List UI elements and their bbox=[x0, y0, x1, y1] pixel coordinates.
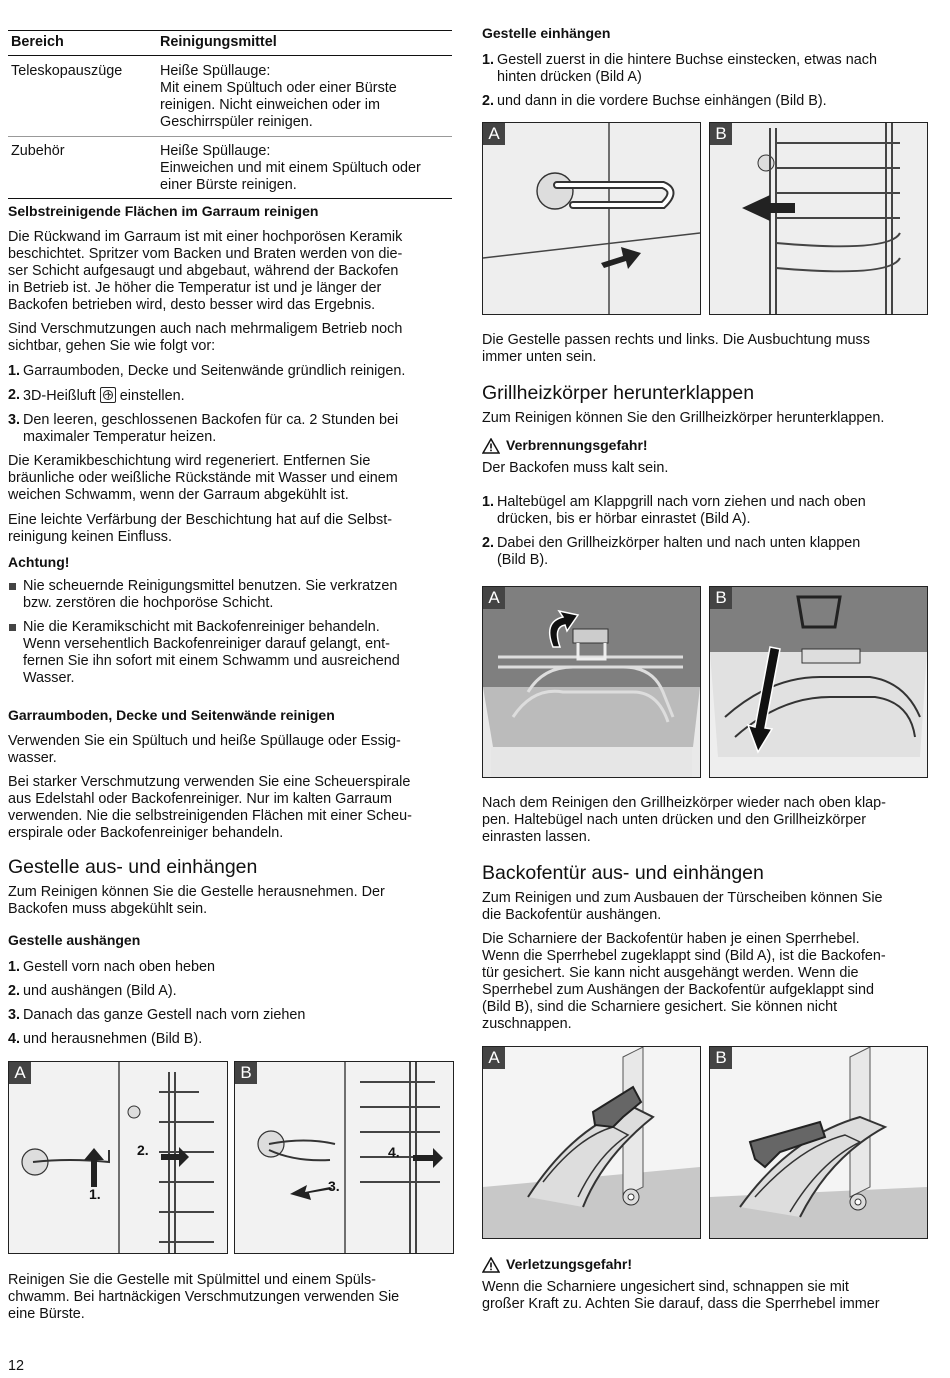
figure-label: A bbox=[483, 123, 505, 145]
list-item: 1. Gestell vorn nach oben heben bbox=[8, 959, 216, 975]
warning-icon bbox=[482, 1257, 500, 1273]
figure-hang-a bbox=[482, 122, 701, 315]
figure-grill-a bbox=[482, 586, 701, 778]
list-item: Nie die Keramikschicht mit Backofenreiniger behandeln. Wenn versehentlich Backofenreiniger darauf gelangt, ent- fernen Sie ihn sofort mit einem Schwamm und ausreichend Wasser. bbox=[8, 619, 452, 687]
selfclean-paragraph: Sind Verschmutzungen auch nach mehrmaligem Betrieb noch sichtbar, gehen Sie wie folgt vor: bbox=[8, 321, 403, 354]
figure-grill-b bbox=[709, 586, 928, 778]
table-cell-area: Teleskopauszüge bbox=[8, 56, 157, 137]
figure-label: B bbox=[710, 123, 732, 145]
grill-heading: Grillheizkörper herunterklappen bbox=[482, 382, 755, 404]
caution-list bbox=[8, 578, 452, 687]
table-row bbox=[8, 137, 452, 199]
list-item: 2. Dabei den Grillheizkörper halten und nach unten klappen (Bild B). bbox=[482, 535, 861, 568]
warning-icon bbox=[482, 438, 500, 454]
step-label-1: 1. bbox=[89, 1186, 101, 1202]
racks-clean-text: Reinigen Sie die Gestelle mit Spülmittel und einem Spüls- chwamm. Bei hartnäckigen Verschmutzungen verwenden Sie eine Bürste. bbox=[8, 1272, 400, 1322]
door-paragraph: Zum Reinigen und zum Ausbauen der Türscheiben können Sie die Backofentür aushängen. bbox=[482, 890, 883, 923]
table-row bbox=[8, 56, 452, 137]
cleaning-table bbox=[8, 30, 452, 199]
burn-warning bbox=[482, 437, 927, 454]
selfclean-paragraph: Eine leichte Verfärbung der Beschichtung hat auf die Selbst- reinigung keinen Einfluss. bbox=[8, 512, 392, 545]
selfclean-paragraph: Die Rückwand im Garraum ist mit einer hochporösen Keramik beschichtet. Spritzer vom Backen und Braten werden von die- ser Schicht aufgesaugt und abgebaut, während der Backofen in Betrieb ist. Je höher die Temperatur ist und je länger der Backofen betrieben wird, desto besser wird das Ergebnis. bbox=[8, 229, 403, 313]
step-label-4: 4. bbox=[388, 1144, 400, 1160]
hot-air-3d-icon bbox=[100, 387, 116, 403]
text-line: reinigen. Nicht einweichen oder im bbox=[160, 97, 380, 113]
floor-paragraph: Verwenden Sie ein Spültuch und heiße Spüllauge oder Essig- wasser. bbox=[8, 733, 401, 766]
page-number: 12 bbox=[8, 1358, 25, 1374]
table-cell-agent bbox=[157, 137, 452, 199]
text-line: Geschirrspüler reinigen. bbox=[160, 114, 313, 130]
list-item: 2. und dann in die vordere Buchse einhängen (Bild B). bbox=[482, 93, 827, 109]
figure-label: B bbox=[710, 587, 732, 609]
text-line: Einweichen und mit einem Spültuch oder bbox=[160, 160, 421, 176]
cleaning-table-wrap bbox=[8, 30, 452, 199]
figure-label: A bbox=[9, 1062, 31, 1084]
figure-hang-b bbox=[709, 122, 928, 315]
list-item: 1. Garraumboden, Decke und Seitenwände gründlich reinigen. bbox=[8, 363, 406, 379]
text-line: Heiße Spüllauge: bbox=[160, 143, 271, 159]
list-item: 4. und herausnehmen (Bild B). bbox=[8, 1031, 203, 1047]
caution-heading: Achtung! bbox=[8, 554, 70, 570]
warning-title: Verbrennungsgefahr! bbox=[506, 437, 648, 453]
figure-remove-b bbox=[234, 1061, 454, 1254]
list-item: 3. Danach das ganze Gestell nach vorn ziehen bbox=[8, 1007, 306, 1023]
injury-warning bbox=[482, 1256, 927, 1273]
selfclean-paragraph: Die Keramikbeschichtung wird regeneriert. Entfernen Sie bräunliche oder weißliche Rückstände mit Wasser und einem weichen Schwamm, wenn der Garraum abgekühlt ist. bbox=[8, 453, 398, 503]
table-header-area: Bereich bbox=[8, 31, 157, 56]
figure-label: A bbox=[483, 587, 505, 609]
list-item: Nie scheuernde Reinigungsmittel benutzen. Sie verkratzen bzw. zerstören die hochporöse Schicht. bbox=[8, 578, 452, 612]
table-cell-agent bbox=[157, 56, 452, 137]
step-label-3: 3. bbox=[328, 1178, 340, 1194]
warning-text: Der Backofen muss kalt sein. bbox=[482, 460, 669, 476]
racks-hang-heading: Gestelle einhängen bbox=[482, 25, 611, 41]
grill-intro: Zum Reinigen können Sie den Grillheizkörper herunterklappen. bbox=[482, 410, 885, 426]
table-header-agent: Reinigungsmittel bbox=[157, 31, 452, 56]
floor-heading: Garraumboden, Decke und Seitenwände reinigen bbox=[8, 707, 335, 723]
list-item: 2. 3D-Heißluft einstellen. bbox=[8, 387, 185, 404]
list-item: 3. Den leeren, geschlossenen Backofen für ca. 2 Stunden bei maximaler Temperatur heizen. bbox=[8, 412, 399, 445]
table-cell-area: Zubehör bbox=[8, 137, 157, 199]
text-line: Mit einem Spültuch oder einer Bürste bbox=[160, 80, 397, 96]
text-line: Heiße Spüllauge: bbox=[160, 63, 271, 79]
door-paragraph: Die Scharniere der Backofentür haben je einen Sperrhebel. Wenn die Sperrhebel zugeklappt sind (Bild A), ist die Backofen- tür gesichert. Sie kann nicht ausgehängt werden. Wenn die Sperrhebel zum Aushängen der Backofentür aufgeklappt sind (Bild B), sind die Scharniere gesichert. Sie können nicht zuschnappen. bbox=[482, 931, 886, 1032]
figure-label: A bbox=[483, 1047, 505, 1069]
racks-heading: Gestelle aus- und einhängen bbox=[8, 856, 258, 878]
warning-text: Wenn die Scharniere ungesichert sind, schnappen sie mit großer Kraft zu. Achten Sie darauf, dass die Sperrhebel immer bbox=[482, 1279, 880, 1312]
racks-remove-heading: Gestelle aushängen bbox=[8, 932, 141, 948]
figure-door-a bbox=[482, 1046, 701, 1239]
warning-title: Verletzungsgefahr! bbox=[506, 1256, 633, 1272]
list-item: 1. Gestell zuerst in die hintere Buchse einstecken, etwas nach hinten drücken (Bild A) bbox=[482, 52, 877, 85]
racks-hang-steps bbox=[482, 52, 927, 110]
racks-remove-steps bbox=[8, 959, 452, 1048]
step-label-2: 2. bbox=[137, 1142, 149, 1158]
racks-fit-text: Die Gestelle passen rechts und links. Die Ausbuchtung muss immer unten sein. bbox=[482, 332, 870, 365]
figure-label: B bbox=[235, 1062, 257, 1084]
racks-intro: Zum Reinigen können Sie die Gestelle herausnehmen. Der Backofen muss abgekühlt sein. bbox=[8, 884, 385, 917]
grill-after-text: Nach dem Reinigen den Grillheizkörper wieder nach oben klap- pen. Haltebügel nach unten drücken und den Grillheizkörper einrasten lassen. bbox=[482, 795, 886, 845]
grill-steps bbox=[482, 494, 927, 569]
figure-door-b bbox=[709, 1046, 928, 1239]
figure-label: B bbox=[710, 1047, 732, 1069]
figure-remove-a bbox=[8, 1061, 228, 1254]
floor-paragraph: Bei starker Verschmutzung verwenden Sie eine Scheuerspirale aus Edelstahl oder Backofenreiniger. Nur im kalten Garraum verwenden. Nie die selbstreinigenden Flächen mit einer Scheu- erspirale oder Backofenreiniger behandeln. bbox=[8, 774, 412, 841]
selfclean-steps bbox=[8, 363, 452, 446]
text-line: einer Bürste reinigen. bbox=[160, 177, 297, 193]
list-item: 2. und aushängen (Bild A). bbox=[8, 983, 177, 999]
selfclean-heading: Selbstreinigende Flächen im Garraum reinigen bbox=[8, 203, 319, 219]
list-item: 1. Haltebügel am Klappgrill nach vorn ziehen und nach oben drücken, bis er hörbar einrastet (Bild A). bbox=[482, 494, 866, 527]
door-heading: Backofentür aus- und einhängen bbox=[482, 862, 764, 884]
